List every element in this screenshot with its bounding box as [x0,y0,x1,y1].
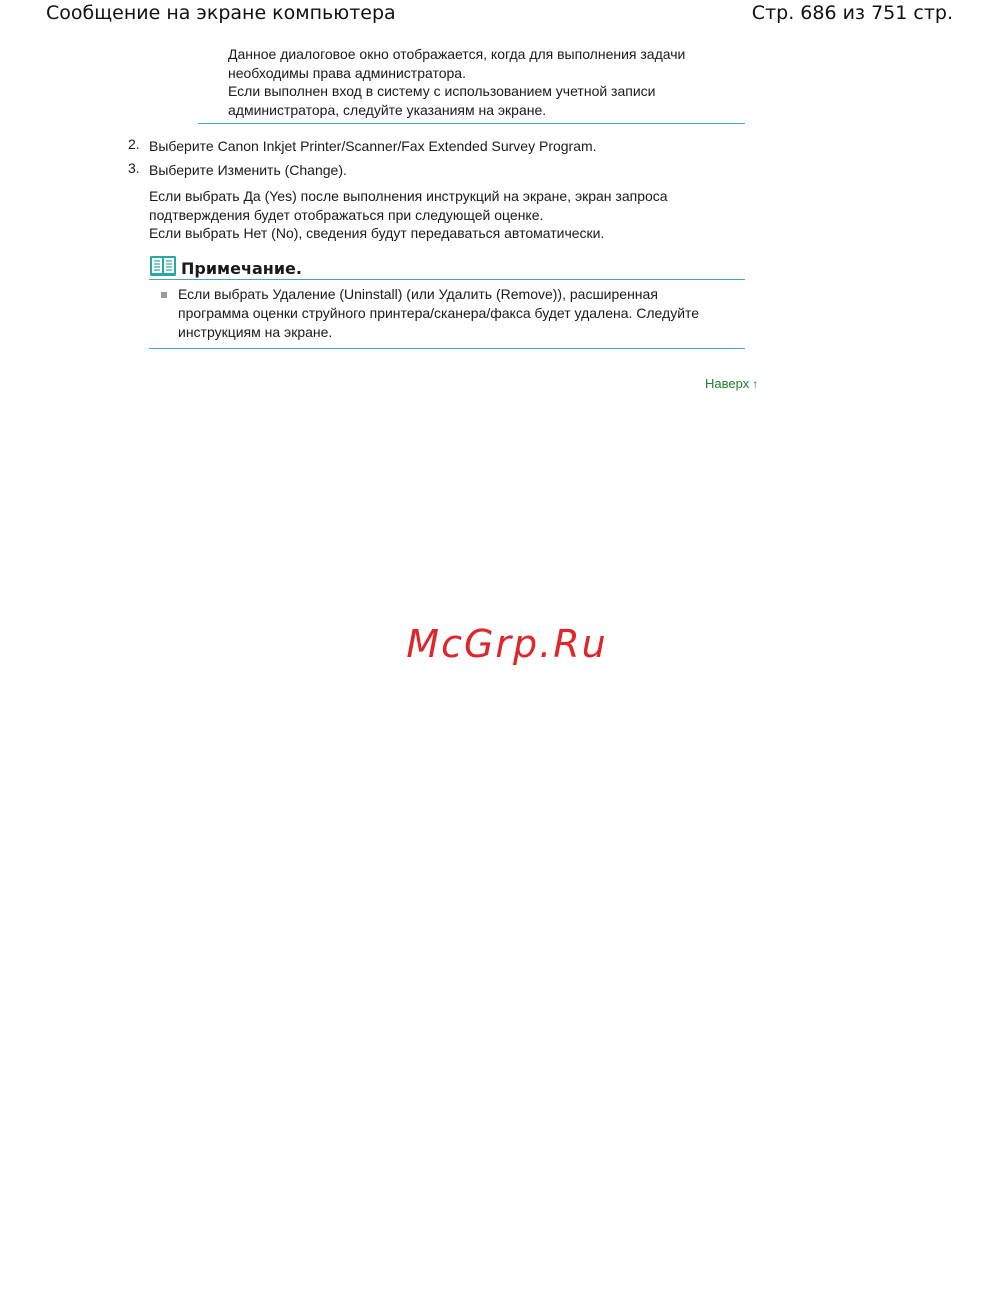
admin-note-line: необходимы права администратора. [228,64,466,81]
step-detail-line: Если выбрать Да (Yes) после выполнения инструкций на экране, экран запроса [149,188,668,204]
page-title: Сообщение на экране компьютера [46,2,396,24]
step-2 [120,137,760,156]
step-text: Выберите Canon Inkjet Printer/Scanner/Fax Extended Survey Program. [149,138,597,154]
note-header [149,253,745,280]
back-to-top-label: Наверх [705,376,750,391]
note-body [149,280,745,349]
step-detail-line: подтверждения будет отображаться при следующей оценке. [149,206,544,223]
admin-note-line: Если выполнен вход в систему с использованием учетной записи [228,83,656,99]
admin-rights-note [198,45,745,124]
admin-note-line: Данное диалоговое окно отображается, когда для выполнения задачи [228,46,686,62]
book-icon [149,255,177,277]
step-3-details [149,187,760,243]
bullet-icon [161,292,167,298]
note-line: Если выбрать Удаление (Uninstall) (или Удалить (Remove)), расширенная [178,286,658,302]
page-counter: Стр. 686 из 751 стр. [751,2,953,24]
step-number: 3. [128,159,140,176]
admin-note-line: администратора, следуйте указаниям на экране. [228,101,547,118]
watermark: McGrp.Ru [406,622,608,666]
arrow-up-icon: ↑ [752,377,759,391]
step-detail-line: Если выбрать Нет (No), сведения будут передаваться автоматически. [149,225,605,241]
step-3 [120,161,760,180]
step-text: Выберите Изменить (Change). [149,161,347,178]
note-title: Примечание. [181,259,302,278]
step-number: 2. [128,136,140,152]
note-box [149,253,745,349]
step-list [120,137,760,243]
note-line: программа оценки струйного принтера/сканера/факса будет удалена. Следуйте [178,305,700,321]
note-line: инструкциям на экране. [178,324,333,340]
back-to-top-link[interactable] [705,376,758,391]
